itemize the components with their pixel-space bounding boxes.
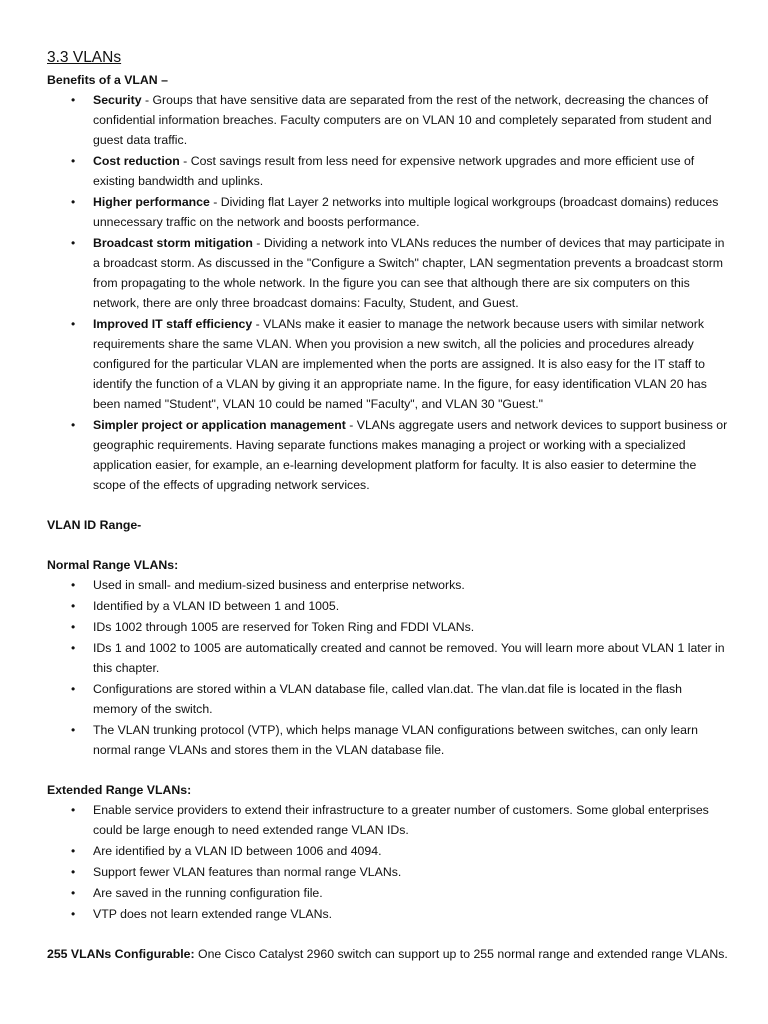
spacer [47, 535, 728, 555]
list-item-text: VTP does not learn extended range VLANs. [93, 907, 333, 921]
bullet-icon: • [71, 154, 76, 168]
list-item-text: Configurations are stored within a VLAN database file, called vlan.dat. The vlan.dat file is located in the flash memory of the switch. [93, 682, 683, 716]
extended-range-heading: Extended Range VLANs: [47, 783, 192, 797]
list-item-text: The VLAN trunking protocol (VTP), which helps manage VLAN configurations between switches, can only learn normal range VLANs and stores them in the VLAN database file. [93, 723, 698, 757]
bullet-icon: • [71, 865, 76, 879]
benefit-text: - Groups that have sensitive data are separated from the rest of the network, decreasing the chances of confidential information breaches. Faculty computers are on VLAN 10 and completely separated from student and guest data traffic. [93, 93, 712, 147]
benefit-text: - Cost savings result from less need for expensive network upgrades and more efficient use of existing bandwidth and uplinks. [93, 154, 695, 188]
list-item-text: Identified by a VLAN ID between 1 and 1005. [93, 599, 340, 613]
bullet-icon: • [71, 682, 76, 696]
configurable-term: 255 VLANs Configurable: [47, 947, 195, 961]
list-item [47, 192, 728, 232]
list-item [47, 862, 728, 882]
list-item [47, 314, 728, 414]
list-item [47, 415, 728, 495]
list-item-text: Used in small- and medium-sized business and enterprise networks. [93, 578, 465, 592]
bullet-icon: • [71, 93, 76, 107]
benefit-term: Security [93, 93, 142, 107]
benefit-text: - VLANs make it easier to manage the network because users with similar network requirements share the same VLAN. When you provision a new switch, all the policies and procedures already configured for the particular VLAN are implemented when the ports are assigned. It is also easy for the IT staff to identify the function of a VLAN by giving it an appropriate name. In the figure, for easy identification VLAN 20 has been named "Student", VLAN 10 could be named "Faculty", and VLAN 30 "Guest." [93, 317, 707, 411]
list-item [47, 679, 728, 719]
spacer [47, 496, 728, 515]
vlan-id-range-heading: VLAN ID Range- [47, 518, 142, 532]
list-item-text: Enable service providers to extend their infrastructure to a greater number of customers. Some global enterprises could be large enough to need extended range VLAN IDs. [93, 803, 709, 837]
bullet-icon: • [71, 317, 76, 331]
normal-range-list [47, 575, 728, 760]
benefit-term: Broadcast storm mitigation [93, 236, 253, 250]
list-item [47, 638, 728, 678]
bullet-icon: • [71, 418, 76, 432]
bullet-icon: • [71, 803, 76, 817]
bullet-icon: • [71, 723, 76, 737]
list-item [47, 575, 728, 595]
bullet-icon: • [71, 907, 76, 921]
list-item [47, 720, 728, 760]
bullet-icon: • [71, 886, 76, 900]
bullet-icon: • [71, 578, 76, 592]
benefits-list [47, 90, 728, 495]
benefit-text: - Dividing flat Layer 2 networks into multiple logical workgroups (broadcast domains) reduces unnecessary traffic on the network and boosts performance. [93, 195, 719, 229]
list-item-text: Are saved in the running configuration file. [93, 886, 323, 900]
section-title: 3.3 VLANs [47, 49, 122, 66]
list-item-text: IDs 1002 through 1005 are reserved for Token Ring and FDDI VLANs. [93, 620, 475, 634]
benefit-term: Higher performance [93, 195, 210, 209]
list-item [47, 617, 728, 637]
list-item-text: Are identified by a VLAN ID between 1006 and 4094. [93, 844, 382, 858]
bullet-icon: • [71, 620, 76, 634]
normal-range-heading: Normal Range VLANs: [47, 558, 179, 572]
bullet-icon: • [71, 641, 76, 655]
benefit-text: - Dividing a network into VLANs reduces the number of devices that may participate in a broadcast storm. As discussed in the "Configure a Switch" chapter, LAN segmentation prevents a broadcast storm from propagating to the whole network. In the figure you can see that although there are six computers on this network, there are only three broadcast domains: Faculty, Student, and Guest. [93, 236, 725, 310]
extended-range-list [47, 800, 728, 924]
benefits-heading: Benefits of a VLAN – [47, 73, 168, 87]
list-item-text: Support fewer VLAN features than normal range VLANs. [93, 865, 402, 879]
bullet-icon: • [71, 599, 76, 613]
benefit-term: Cost reduction [93, 154, 180, 168]
list-item [47, 800, 728, 840]
list-item [47, 841, 728, 861]
spacer [47, 925, 728, 944]
list-item [47, 233, 728, 313]
benefit-text: - VLANs aggregate users and network devices to support business or geographic requirements. Having separate functions makes managing a project or working with a specialized application easier, for example, an e-learning development platform for faculty. It is also easier to determine the scope of the effects of upgrading network services. [93, 418, 728, 492]
bullet-icon: • [71, 195, 76, 209]
benefit-term: Simpler project or application management [93, 418, 346, 432]
list-item [47, 883, 728, 903]
list-item-text: IDs 1 and 1002 to 1005 are automatically created and cannot be removed. You will learn more about VLAN 1 later in this chapter. [93, 641, 725, 675]
list-item [47, 596, 728, 616]
configurable-text: One Cisco Catalyst 2960 switch can support up to 255 normal range and extended range VLANs. [194, 947, 728, 961]
configurable-paragraph [47, 944, 728, 964]
spacer [47, 761, 728, 780]
bullet-icon: • [71, 844, 76, 858]
benefit-term: Improved IT staff efficiency [93, 317, 253, 331]
list-item [47, 90, 728, 150]
list-item [47, 151, 728, 191]
list-item [47, 904, 728, 924]
bullet-icon: • [71, 236, 76, 250]
